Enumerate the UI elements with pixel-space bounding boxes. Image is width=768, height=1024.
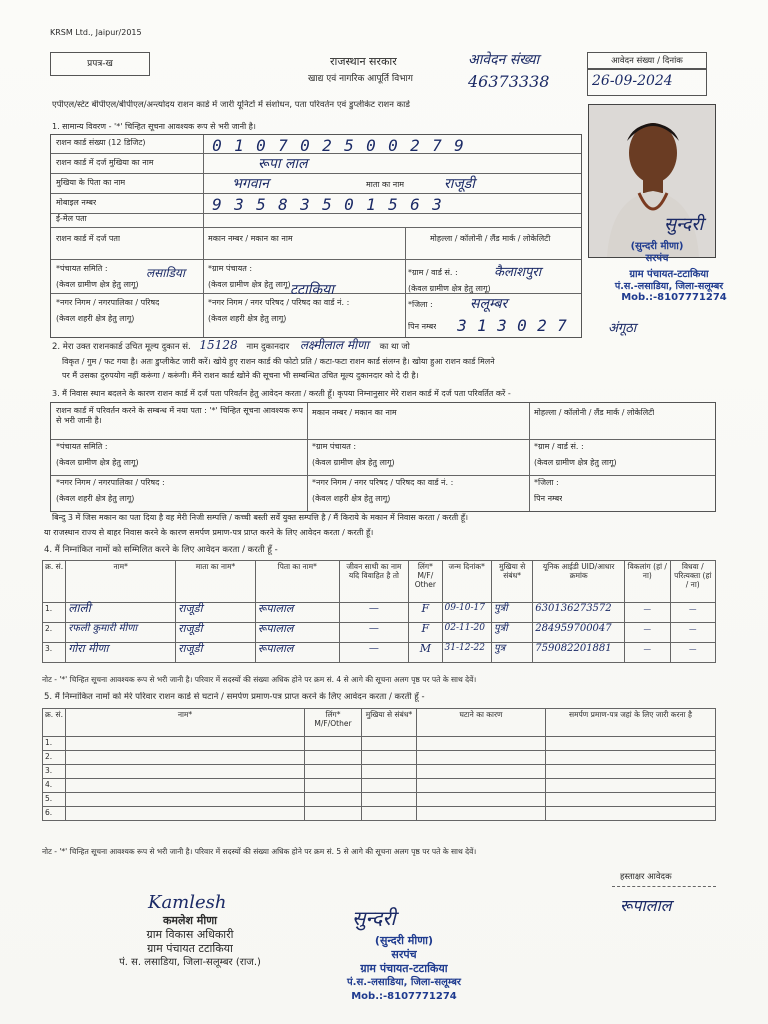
new-mohalla-label: मोहल्ला / कॉलोनी / लैंड मार्क / लोकेलिटी — [534, 408, 655, 417]
section2-text1: 2. मेरा उक्त राशनकार्ड उचित मूल्य दुकान सं. — [52, 342, 191, 352]
section3-note2: या राजस्थान राज्य से बाहर निवास करने के कारण समर्पण प्रमाण-पत्र प्राप्त करने के लिए आवेदन करता / करती हूँ। — [44, 528, 374, 537]
col-sno: क्र. सं. — [43, 561, 66, 603]
cell-sno: 4. — [43, 779, 66, 793]
section2-line3: पर मैं उसका दुरुपयोग नहीं करूंगा / करूंगी। मैंने राशन कार्ड खोने की सूचना भी सम्बन्धित उचित मूल्य दुकानदार को दे दी है। — [62, 371, 419, 380]
new-samiti-note: (केवल ग्रामीण क्षेत्र हेतु लागू) — [56, 458, 139, 467]
section4-table — [42, 560, 716, 663]
col-reason: घटाने का कारण — [417, 709, 546, 737]
table-row — [43, 779, 716, 793]
cell-relation: पुत्री — [491, 603, 532, 623]
cell-sno: 3. — [43, 765, 66, 779]
mobile-digit: 5 — [388, 195, 398, 214]
section2-line1 — [52, 340, 410, 353]
email-label: ई-मेल पता — [56, 214, 87, 223]
card-digit: 7 — [278, 136, 288, 155]
card-digit: 0 — [366, 136, 376, 155]
cell-gender: M — [409, 643, 442, 663]
cell-name: रफली कुमारी मीणा — [66, 623, 176, 643]
section5-header-row — [43, 709, 716, 737]
pin-digit: 1 — [477, 316, 487, 335]
card-digit: 2 — [410, 136, 420, 155]
cell-father: रूपालाल — [255, 603, 339, 623]
mobile-digit: 6 — [410, 195, 420, 214]
section4-header-row — [43, 561, 716, 603]
new-village-note: (केवल ग्रामीण क्षेत्र हेतु लागू) — [534, 458, 617, 467]
cell-widow: — — [670, 603, 716, 623]
vdo-name: कमलेश मीणा — [162, 914, 218, 927]
ward-note: (केवल शहरी क्षेत्र हेतु लागू) — [208, 314, 287, 323]
col-sno: क्र. सं. — [43, 709, 66, 737]
col-gender: लिंग* M/F/ Other — [409, 561, 442, 603]
cell-disabled: — — [625, 623, 670, 643]
cell-disabled: — — [625, 643, 670, 663]
section5-note: नोट - '*' चिन्हित सूचना आवश्यक रूप से भरी जानी है। परिवार में सदस्यों की संख्या अधिक होने पर क्रम सं. 5 से आगे की सूचना अलग पृष्ठ पर पते के साथ देवें। — [42, 847, 477, 856]
cell-sno: 1. — [43, 737, 66, 751]
sarpanch-place: पं.स.-लसाडिया, जिला-सलूम्बर — [346, 977, 462, 988]
mother-name-label: माता का नाम — [366, 180, 405, 189]
card-number-digits — [206, 136, 578, 155]
section2-line2: विकृत / गुम / फट गया है। अतः डुप्लीकेट जारी करें। खोये हुए राशन कार्ड की फोटो प्रति / कटा-फटा राशन कार्ड संलग्न है। खोया हुआ राशन कार्ड मिलने — [62, 357, 495, 366]
sarpanch-stamp — [304, 934, 504, 1004]
sarpanch-signature: सुन्दरी — [352, 906, 396, 930]
shop-owner-value: लक्ष्मीलाल मीणा — [299, 338, 369, 352]
new-nagar-note: (केवल शहरी क्षेत्र हेतु लागू) — [56, 494, 135, 503]
new-ward-note: (केवल शहरी क्षेत्र हेतु लागू) — [312, 494, 391, 503]
village-value: कैलाशपुरा — [494, 265, 542, 280]
new-pin-label: पिन नम्बर — [534, 494, 563, 503]
card-digit: 2 — [322, 136, 332, 155]
mobile-digit: 5 — [322, 195, 332, 214]
form-name-box: प्रपत्र-ख — [50, 52, 150, 76]
card-digit: 0 — [388, 136, 398, 155]
section3-note1: बिन्दु 3 में जिस मकान का पता दिया है वह मेरी निजी सम्पत्ति / कच्ची बस्ती सर्वे युक्त सम्पत्ति है / मैं किराये के मकान में निवास करता / करती हूँ। — [52, 513, 469, 522]
cell-name: लाली — [66, 603, 176, 623]
section2-text2: नाम दुकानदार — [246, 342, 290, 352]
col-widow: विधवा / परित्यक्ता (हां / ना) — [670, 561, 716, 603]
applicant-signature-label: हस्ताक्षर आवेदक — [620, 872, 672, 882]
card-digit: 5 — [344, 136, 354, 155]
cell-mother: राजूडी — [176, 643, 256, 663]
cell-spouse: — — [339, 603, 409, 623]
col-disabled: विकलांग (हां / ना) — [625, 561, 670, 603]
col-surrender: समर्पण प्रमाण-पत्र जहां के लिए जारी करना है — [546, 709, 716, 737]
father-name-label: मुखिया के पिता का नाम — [56, 178, 126, 187]
cell-mother: राजूडी — [176, 603, 256, 623]
cell-sno: 5. — [43, 793, 66, 807]
sarpanch-mobile: Mob.:-8107771274 — [351, 991, 457, 1002]
sarpanch-role: सरपंच — [391, 948, 417, 961]
section5-title: 5. मैं निम्नांकित नामों को मेरे परिवार राशन कार्ड से घटाने / समर्पण प्रमाण-पत्र प्राप्त करने के लिए आवेदन करता / करती हूँ - — [44, 692, 425, 702]
table-row — [43, 737, 716, 751]
cell-relation: पुत्र — [491, 643, 532, 663]
stamp-top-initials: अंगूठा — [608, 321, 637, 336]
stamp-top-role: सरपंच — [645, 253, 669, 264]
table-row — [43, 807, 716, 821]
app-date-box — [587, 68, 707, 96]
col-relation: मुखिया से संबंध* — [362, 709, 417, 737]
section4-title: 4. मैं निम्नांकित नामों को सम्मिलित करने के लिए आवेदन करता / करती हूँ - — [44, 545, 278, 555]
samiti-note: (केवल ग्रामीण क्षेत्र हेतु लागू) — [56, 280, 139, 289]
pin-digit: 3 — [497, 316, 507, 335]
stamp-top-mobile: Mob.:-8107771274 — [621, 292, 727, 303]
cell-sno: 3. — [43, 643, 66, 663]
app-number-handwritten: 46373338 — [468, 72, 550, 91]
pin-digit: 2 — [537, 316, 547, 335]
ward-label: *नगर निगम / नगर परिषद / परिषद का वार्ड नं. : — [208, 298, 350, 307]
pin-digits — [452, 316, 572, 335]
section4-note: नोट - '*' चिन्हित सूचना आवश्यक रूप से भरी जानी है। परिवार में सदस्यों की संख्या अधिक होने पर क्रम सं. 4 से आगे की सूचना अलग पृष्ठ पर पते के साथ देवें। — [42, 675, 477, 684]
cell-disabled: — — [625, 603, 670, 623]
cell-dob: 02-11-20 — [442, 623, 491, 643]
pin-digit: 3 — [457, 316, 467, 335]
vdo-block — [80, 914, 300, 970]
mobile-digit: 0 — [344, 195, 354, 214]
new-village-label: *ग्राम / वार्ड सं. : — [534, 442, 584, 451]
house-label: मकान नम्बर / मकान का नाम — [208, 234, 293, 243]
new-address-label: राशन कार्ड में परिवर्तन करने के सम्बन्ध में नया पता : '*' चिन्हित सूचना आवश्यक रूप से भरी जानी है। — [56, 406, 303, 425]
cell-father: रूपालाल — [255, 623, 339, 643]
table-row — [43, 793, 716, 807]
mobile-digit: 9 — [212, 195, 222, 214]
col-gender: लिंग* M/F/Other — [305, 709, 362, 737]
mobile-digit: 3 — [300, 195, 310, 214]
father-name-value: भगवान — [232, 176, 269, 192]
district-value: सलूम्बर — [470, 296, 508, 312]
stamp-top-office: ग्राम पंचायत-टटाकिया — [629, 269, 709, 280]
panchayat-label: *ग्राम पंचायत : — [208, 264, 253, 273]
card-digit: 0 — [256, 136, 266, 155]
section1-title: 1. सामान्य विवरण - '*' चिन्हित सूचना आवश्यक रूप से भरी जानी है। — [52, 122, 256, 131]
vdo-place: पं. स. लसाडिया, जिला-सलूम्बर (राज.) — [119, 957, 261, 968]
nagar-label: *नगर निगम / नगरपालिका / परिषद — [56, 298, 160, 307]
mobile-digit: 3 — [234, 195, 244, 214]
new-district-label: *जिला : — [534, 478, 559, 487]
district-label: *जिला : — [408, 300, 433, 309]
mother-name-value: राजूडी — [444, 176, 475, 192]
col-name: नाम* — [66, 561, 176, 603]
sarpanch-office: ग्राम पंचायत-टटाकिया — [360, 962, 448, 975]
pin-digit: 0 — [517, 316, 527, 335]
card-digit: 9 — [454, 136, 464, 155]
section2-text3: का था जो — [379, 342, 410, 352]
col-uid: यूनिक आईडी UID/आधार क्रमांक — [533, 561, 625, 603]
address-label: राशन कार्ड में दर्ज पता — [56, 234, 121, 243]
col-spouse: जीवन साथी का नाम यदि विवाहित है तो — [339, 561, 409, 603]
mohalla-label: मोहल्ला / कॉलोनी / लैंड मार्क / लोकेलिटी — [430, 234, 551, 243]
panchayat-note: (केवल ग्रामीण क्षेत्र हेतु लागू) — [208, 280, 291, 289]
head-name-label: राशन कार्ड में दर्ज मुखिया का नाम — [56, 158, 154, 167]
cell-uid: 630136273572 — [533, 603, 625, 623]
card-digit: 1 — [234, 136, 244, 155]
panchayat-value: टटाकिया — [290, 282, 334, 298]
card-digit: 7 — [432, 136, 442, 155]
table-row — [43, 643, 716, 663]
section3-title: 3. मैं निवास स्थान बदलने के कारण राशन कार्ड में दर्ज पता परिवर्तन हेतु आवेदन करता / करती हूँ। कृपया निम्नानुसार मेरे राशन कार्ड में दर्ज पता परिवर्तित करें - — [52, 389, 511, 398]
new-samiti-label: *पंचायत समिति : — [56, 442, 108, 451]
table-row — [43, 765, 716, 779]
new-ward-label: *नगर निगम / नगर परिषद / परिषद का वार्ड नं. : — [312, 478, 454, 487]
village-note: (केवल ग्रामीण क्षेत्र हेतु लागू) — [408, 284, 491, 293]
col-father: पिता का नाम* — [255, 561, 339, 603]
vdo-office: ग्राम पंचायत टटाकिया — [147, 942, 233, 955]
cell-spouse: — — [339, 623, 409, 643]
card-digit: 0 — [300, 136, 310, 155]
section5-table — [42, 708, 716, 821]
table-row — [43, 603, 716, 623]
pin-digit: 7 — [557, 316, 567, 335]
stamp-top-sign: सुन्दरी — [664, 214, 704, 235]
shop-number-value: 15128 — [199, 338, 238, 352]
dept-title: खाद्य एवं नागरिक आपूर्ति विभाग — [308, 74, 413, 84]
samiti-label: *पंचायत समिति : — [56, 264, 108, 273]
cell-sno: 1. — [43, 603, 66, 623]
table-row — [43, 751, 716, 765]
mobile-digit: 5 — [256, 195, 266, 214]
col-dob: जन्म दिनांक* — [442, 561, 491, 603]
stamp-top-place: पं.स.-लसाडिया, जिला-सलूम्बर — [614, 281, 724, 292]
cell-dob: 09-10-17 — [442, 603, 491, 623]
cell-sno: 2. — [43, 623, 66, 643]
mobile-digit: 1 — [366, 195, 376, 214]
applicant-signature-line — [612, 886, 716, 887]
cell-spouse: — — [339, 643, 409, 663]
mobile-digits — [206, 195, 578, 214]
vdo-role: ग्राम विकास अधिकारी — [146, 928, 234, 941]
col-name: नाम* — [66, 709, 305, 737]
app-label-handwritten: आवेदन संख्या — [468, 52, 540, 68]
table-row — [43, 623, 716, 643]
nagar-note: (केवल शहरी क्षेत्र हेतु लागू) — [56, 314, 135, 323]
card-number-label: राशन कार्ड संख्या (12 डिजिट) — [56, 138, 146, 147]
app-no-date-label: आवेदन संख्या / दिनांक — [587, 52, 707, 70]
form-intro: एपीएल/स्टेट बीपीएल/बीपीएल/अन्त्योदय राशन कार्ड में जारी यूनिटों में संशोधन, पता परिवर्तन एवं डुप्लीकेट राशन कार्ड — [52, 100, 410, 110]
cell-father: रूपालाल — [255, 643, 339, 663]
cell-widow: — — [670, 623, 716, 643]
cell-gender: F — [409, 623, 442, 643]
card-digit: 0 — [212, 136, 222, 155]
head-name-value: रूपा लाल — [258, 156, 308, 172]
sarpanch-name: (सुन्दरी मीणा) — [374, 934, 434, 947]
new-house-label: मकान नम्बर / मकान का नाम — [312, 408, 397, 417]
cell-dob: 31-12-22 — [442, 643, 491, 663]
app-date-handwritten: 26-09-2024 — [592, 73, 673, 89]
vdo-signature: Kamlesh — [148, 892, 227, 913]
mobile-digit: 3 — [432, 195, 442, 214]
mobile-label: मोबाइल नम्बर — [56, 198, 97, 207]
samiti-value: लसाडिया — [146, 266, 185, 280]
village-label: *ग्राम / वार्ड सं. : — [408, 268, 458, 277]
col-relation: मुखिया से संबंध* — [491, 561, 532, 603]
mobile-digit: 8 — [278, 195, 288, 214]
pin-label: पिन नम्बर — [408, 322, 437, 331]
new-nagar-label: *नगर निगम / नगरपालिका / परिषद : — [56, 478, 165, 487]
cell-uid: 759082201881 — [533, 643, 625, 663]
cell-sno: 2. — [43, 751, 66, 765]
printer-credit: KRSM Ltd., Jaipur/2015 — [50, 28, 142, 37]
stamp-top-name: (सुन्दरी मीणा) — [630, 241, 684, 252]
applicant-signature: रूपालाल — [620, 896, 672, 915]
cell-relation: पुत्री — [491, 623, 532, 643]
cell-widow: — — [670, 643, 716, 663]
new-panchayat-note: (केवल ग्रामीण क्षेत्र हेतु लागू) — [312, 458, 395, 467]
cell-uid: 284959700047 — [533, 623, 625, 643]
cell-name: गोरा मीणा — [66, 643, 176, 663]
cell-mother: राजूडी — [176, 623, 256, 643]
cell-gender: F — [409, 603, 442, 623]
cell-sno: 6. — [43, 807, 66, 821]
col-mother: माता का नाम* — [176, 561, 256, 603]
new-panchayat-label: *ग्राम पंचायत : — [312, 442, 357, 451]
govt-title: राजस्थान सरकार — [330, 55, 397, 68]
